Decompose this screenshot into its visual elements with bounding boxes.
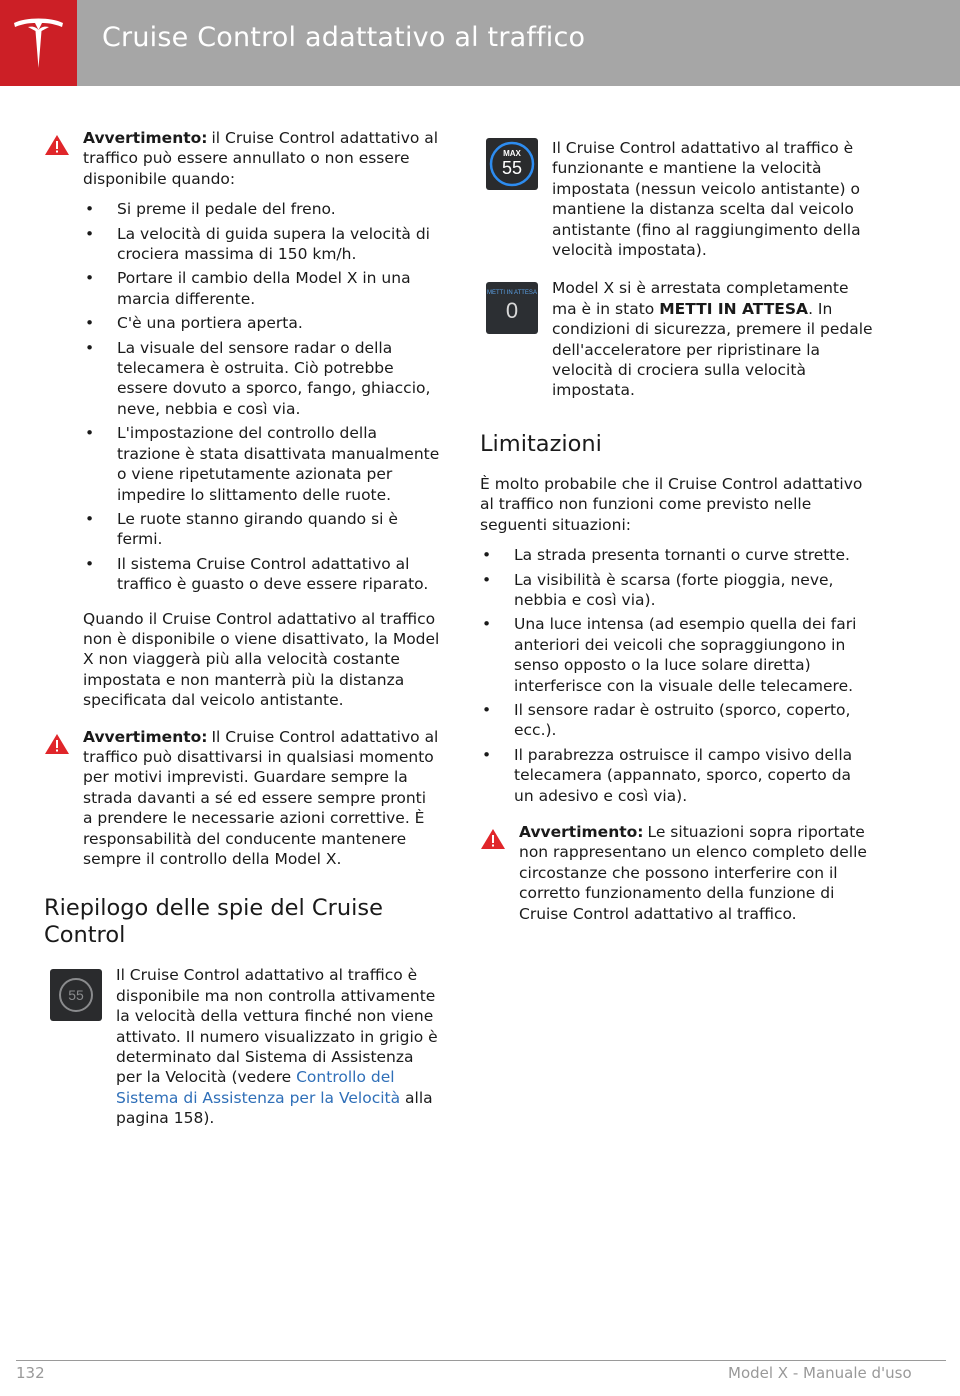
right-column: [480, 128, 875, 938]
icon-max-label: MAX: [503, 149, 521, 158]
indicator-text: Il Cruise Control adattativo al traffico è disponibile ma non controlla attivamente la velocità della vettura finché non viene attivato. Il numero visualizzato in grigio è determinato dal Sistema di Assistenza per la Velocità (vedere: [116, 966, 438, 1087]
indicator-available: [44, 965, 440, 1128]
list-item: • Una luce intensa (ad esempio quella dei fari anteriori dei veicoli che sopraggiungono in senso opposto o la luce solare diretta) interferisce con la visuale delle telecamere.: [480, 614, 875, 696]
warning-label: Avvertimento:: [519, 822, 644, 841]
section-heading: Riepilogo delle spie del Cruise Control: [44, 895, 383, 949]
list-item: • Portare il cambio della Model X in una marcia differente.: [83, 268, 440, 309]
indicator-active: [480, 138, 875, 260]
list-item: • Si preme il pedale del freno.: [83, 199, 440, 219]
tesla-logo: [0, 0, 77, 86]
list-item: • C'è una portiera aperta.: [83, 313, 440, 333]
list-item: • La strada presenta tornanti o curve strette.: [480, 545, 875, 565]
page-header: [0, 0, 960, 86]
list-item: • Il parabrezza ostruisce il campo visivo della telecamera (appannato, sporco, coperto da un adesivo e così via).: [480, 745, 875, 806]
page-title: Cruise Control adattativo al traffico: [102, 22, 586, 53]
warning-triangle-icon: [44, 733, 70, 755]
indicator-text: Il Cruise Control adattativo al traffico è funzionante e mantiene la velocità impostata (nessun veicolo antistante) o mantiene la distanza scelta dal veicolo antistante (fino al raggiungimento della velocità impostata).: [552, 139, 861, 260]
warning-label: Avvertimento:: [83, 129, 208, 147]
cruise-active-icon: [486, 138, 538, 190]
left-column: [44, 128, 440, 1147]
indicator-text-end: alla pagina 158).: [116, 1088, 433, 1128]
list-item: • Il sistema Cruise Control adattativo al traffico è guasto o deve essere riparato.: [83, 554, 440, 595]
section-heading: Limitazioni: [480, 430, 602, 457]
warning-triangle-icon: [44, 134, 70, 156]
warning-text: Il Cruise Control adattativo al traffico può disattivarsi in qualsiasi momento per motivi imprevisti. Guardare sempre la strada davanti a sé ed essere sempre pronti a prendere le necessarie azioni correttive. È responsabilità del conducente mantenere sempre il controllo della Model X.: [83, 727, 439, 868]
warning-triangle-icon: [480, 828, 506, 850]
warning-text: il Cruise Control adattativo al traffico può essere annullato o non essere disponibile quando:: [83, 129, 439, 188]
page-number: 132: [16, 1364, 45, 1382]
list-item: • La velocità di guida supera la velocità di crociera massima di 150 km/h.: [83, 224, 440, 265]
icon-value: 0: [505, 298, 519, 324]
body-paragraph: Quando il Cruise Control adattativo al traffico non è disponibile o viene disattivato, la Model X non viaggerà più alla velocità costante impostata e non manterrà più la distanza specificata dal veicolo antistante.: [83, 609, 440, 710]
indicator-hold: [480, 278, 875, 400]
cruise-hold-icon: [486, 282, 538, 334]
warning-block-2: [44, 727, 440, 870]
hold-state-label: METTI IN ATTESA: [659, 299, 809, 318]
indicator-text: Model X si è arrestata completamente ma è in stato: [552, 279, 849, 318]
icon-value: 55: [68, 987, 84, 1004]
warning-text: Le situazioni sopra riportate non rappresentano un elenco completo delle circostanze che possono interferire con il corretto funzionamento della funzione di Cruise Control adattativo al traffico.: [519, 822, 867, 923]
tesla-logo-icon: [12, 18, 65, 70]
warning-block-3: [480, 822, 875, 924]
icon-value: 55: [501, 158, 523, 178]
footer-title: Model X - Manuale d'uso: [728, 1364, 912, 1382]
speed-assist-link[interactable]: Controllo del Sistema di Assistenza per la Velocità: [116, 1068, 401, 1107]
list-item: • Il sensore radar è ostruito (sporco, coperto, ecc.).: [480, 700, 875, 741]
list-item: • Le ruote stanno girando quando si è fermi.: [83, 509, 440, 550]
cruise-available-icon: [50, 969, 102, 1021]
footer-divider: [16, 1360, 946, 1361]
indicator-text-end: . In condizioni di sicurezza, premere il pedale dell'acceleratore per ripristinare la velocità di crociera sulla velocità impostata.: [552, 299, 873, 400]
warning-label: Avvertimento:: [83, 727, 208, 746]
warning-block-1: [44, 128, 440, 595]
list-item: • L'impostazione del controllo della trazione è stata disattivata manualmente o viene ripetutamente azionata per impedire lo slittamento delle ruote.: [83, 423, 440, 505]
body-paragraph: È molto probabile che il Cruise Control adattativo al traffico non funzioni come previsto nelle seguenti situazioni:: [480, 474, 863, 534]
icon-hold-label: METTI IN ATTESA: [487, 290, 537, 297]
limitations-list: [480, 545, 875, 806]
list-item: • La visuale del sensore radar o della telecamera è ostruita. Ciò potrebbe essere dovuto a sporco, fango, ghiaccio, neve, nebbia e così via.: [83, 338, 440, 420]
list-item: • La visibilità è scarsa (forte pioggia, neve, nebbia e così via).: [480, 570, 875, 611]
warning-bullet-list: [83, 199, 440, 594]
